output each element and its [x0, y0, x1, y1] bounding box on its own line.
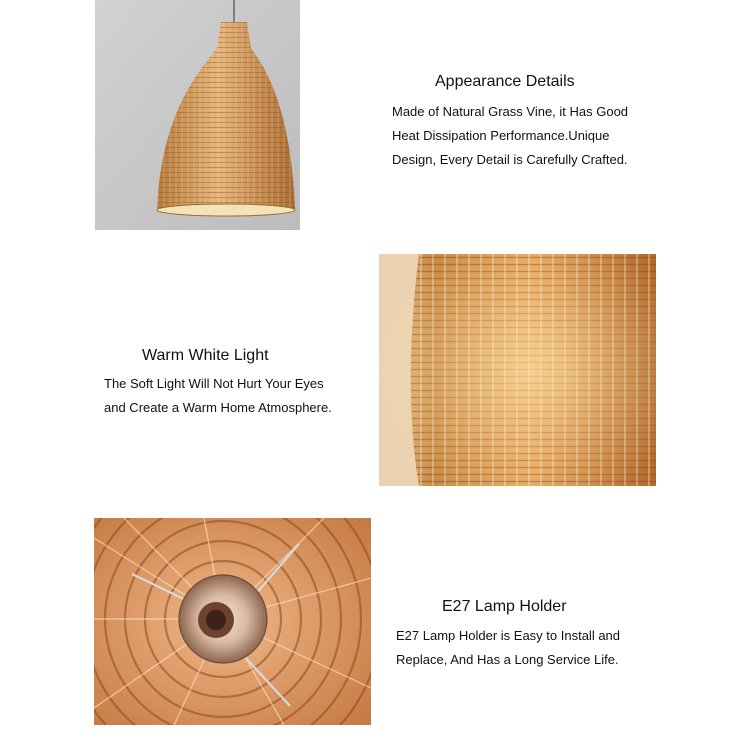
feature-warm-white-light [104, 346, 374, 420]
feature-text-line: Design, Every Detail is Carefully Crafted. [392, 152, 628, 167]
feature-e27-lamp-holder [396, 597, 696, 672]
feature-text-line: E27 Lamp Holder is Easy to Install and [396, 628, 621, 643]
rattan-weave-closeup-photo [379, 254, 656, 486]
feature-text-line: Made of Natural Grass Vine, it Has Good [392, 104, 629, 119]
feature-title: Warm White Light [142, 347, 269, 364]
lamp-pendant-photo [95, 0, 300, 230]
feature-title: E27 Lamp Holder [442, 598, 567, 615]
feature-text-line: Heat Dissipation Performance.Unique [392, 128, 610, 143]
feature-text-line: and Create a Warm Home Atmosphere. [104, 400, 332, 415]
feature-title: Appearance Details [435, 73, 575, 90]
feature-appearance-details [392, 72, 692, 172]
feature-text-line: Replace, And Has a Long Service Life. [396, 652, 619, 667]
lamp-holder-photo [94, 518, 371, 725]
feature-text-line: The Soft Light Will Not Hurt Your Eyes [104, 376, 324, 391]
